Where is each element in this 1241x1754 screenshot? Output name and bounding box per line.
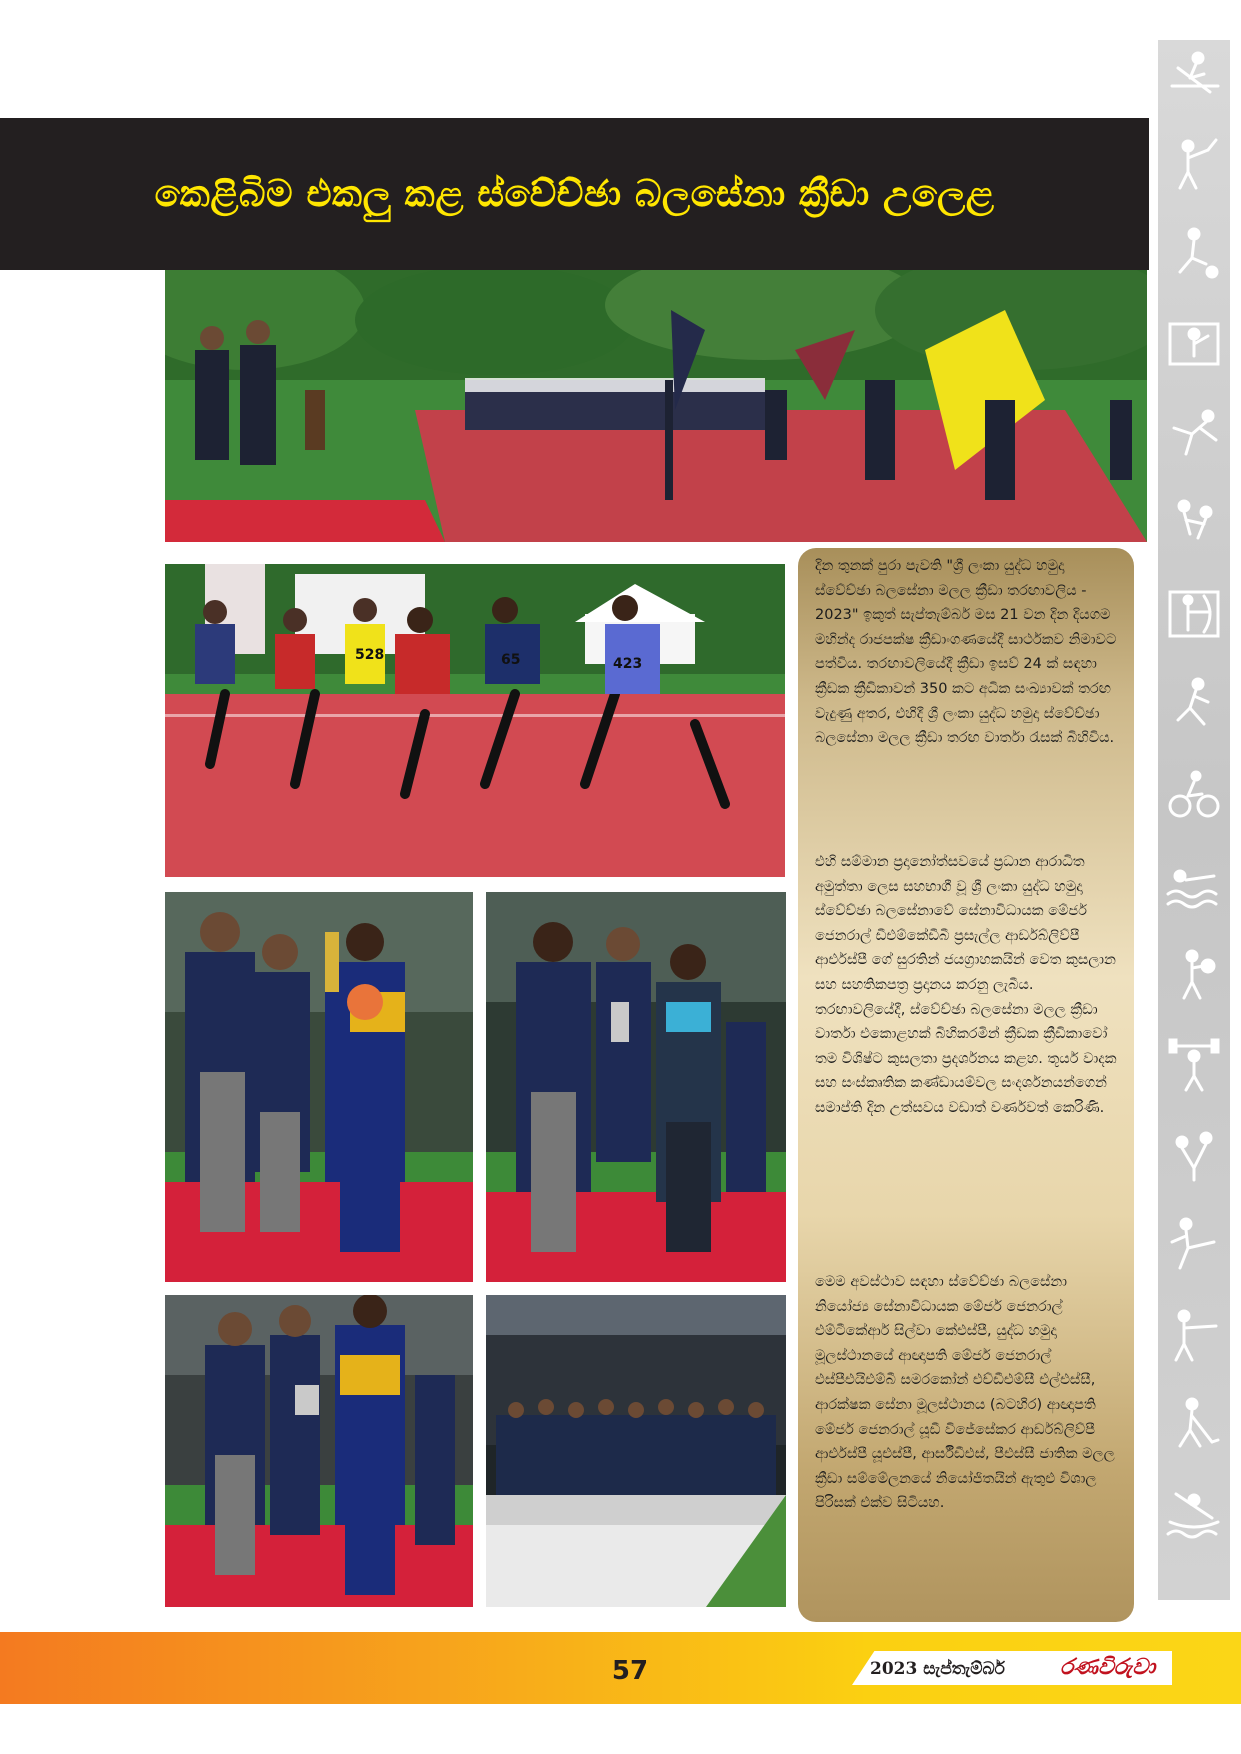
karate-icon (1164, 1214, 1224, 1274)
rowing-icon (1164, 44, 1224, 104)
magazine-logo: රණවිරුවා (1060, 1655, 1156, 1680)
article-headline: කෙළිබිම එකලු කළ ස්වේච්ඡා බලසේනා ක්‍රීඩා උලෙළ (154, 172, 995, 215)
weightlifting-icon (1164, 1034, 1224, 1094)
hockey-icon (1164, 1394, 1224, 1454)
svg-text:423: 423 (613, 656, 643, 672)
march-past-photo (165, 270, 1147, 542)
volleyball-icon (1164, 314, 1224, 374)
article-paragraph-3: මෙම අවස්ථාව සඳහා ස්වේච්ඡා බලසේනා නියෝජ්‍ය සේනාවිධායක මේජර් ජෙනරාල් එම්ටීකේආර් සිල්වා කේඑස්පී, යුද්ධ හමුදා මූලස්ථානයේ ආඥාපති මේජර් ජෙනරාල් එස්පීඑයිඑම්බී සමරකෝන් එච්ඩීඑම්සී එල්එස්සී, ආරක්ෂක සේනා මූලස්ථානය (බටහිර) ආඥාපති මේජර් ජෙනරාල් යූඩී විජේසේකර ආර්ඩබ්ලිව්පී ආර්එස්පී යූඑස්පී, ආර්සීඩීඑස්, පීඑස්සී ජාතික මලල ක්‍රීඩා සම්මේලනයේ නියෝජිතයින් ඇතුළු විශාල පිරිසක් එක්ව සිටියහ. (815, 1274, 1115, 1512)
sprint-start-photo (165, 564, 785, 877)
swimming-icon (1164, 854, 1224, 914)
article-paragraph-1: දින තුනක් පුරා පැවති "ශ්‍රී ලංකා යුද්ධ හමුදා ස්වේච්ඡා බලසේනා මලල ක්‍රීඩා තරඟාවලිය - 2023" ඉකුත් සැප්තැම්බර් මස 21 වන දින දියගම මහින්ද රාජපක්ෂ ක්‍රීඩාංගණයේදී සාර්ථකව නිමාවට පත්විය. තරඟාවලියේදී ක්‍රීඩා ඉසව් 24 ක් සඳහා ක්‍රීඩක ක්‍රීඩිකාවන් 350 කට අධික සංඛ්‍යාවක් තරඟ වැදුණු අතර, එහිදී ශ්‍රී ලංකා යුද්ධ හමුදා ස්වේච්ඡා බලසේනා මලල ක්‍රීඩා තරඟ වාර්තා රැසක් බිහිවිය. (815, 558, 1117, 747)
wrestling-icon (1164, 1124, 1224, 1184)
cup-presentation-photo (165, 1295, 473, 1607)
svg-text:528: 528 (355, 647, 385, 663)
trophy-presentation-female-photo (486, 892, 786, 1282)
trophy-presentation-male-photo (165, 892, 473, 1282)
judo-icon (1164, 494, 1224, 554)
svg-text:65: 65 (501, 652, 521, 668)
archery-icon (1164, 584, 1224, 644)
cycling-icon (1164, 764, 1224, 824)
running-icon (1164, 674, 1224, 734)
spectators-grandstand-photo (486, 1295, 786, 1607)
cricket-icon (1164, 134, 1224, 194)
boxing-icon (1164, 944, 1224, 1004)
sports-icon-strip (1158, 40, 1230, 1600)
gymnastics-icon (1164, 404, 1224, 464)
shooting-icon (1164, 1304, 1224, 1364)
page-number: 57 (611, 1656, 649, 1686)
football-icon (1164, 224, 1224, 284)
article-paragraph-2: එහි සම්මාන ප්‍රදානෝත්සවයේ ප්‍රධාන ආරාධිත අමුත්තා ලෙස සහභාගී වූ ශ්‍රී ලංකා යුද්ධ හමුදා ස්වේච්ඡා බලසේනාවේ සේනාවිධායක මේජර් ජෙනරාල් ඩීඑම්කේඩීබී ප්‍රසැල්ල ආර්ඩබ්ලිව්පී ආර්එස්පී ගේ සුරතින් ජයග්‍රාහකයින් වෙත කුසලාන සහ සහතිකපත්‍ර ප්‍රදානය කරනු ලැබීය. තරඟාවලියේදී, ස්වේච්ඡා බලසේනා මලල ක්‍රීඩා වාර්තා එකොළහක් බිහිකරමින් ක්‍රීඩක ක්‍රීඩිකාවෝ තම විශිෂ්ට කුසලතා ප්‍රදර්ශනය කළහ. තූර්ය වාදක සහ සංස්කෘතික කණ්ඩායම්වල සංදර්ශනයන්ගෙන් සමාප්ති දින උත්සවය වඩාත් වර්ණවත් කෙරිණි. (815, 854, 1117, 1116)
issue-date: 2023 සැප්තැම්බර් (870, 1659, 1005, 1679)
kayaking-icon (1164, 1484, 1224, 1544)
